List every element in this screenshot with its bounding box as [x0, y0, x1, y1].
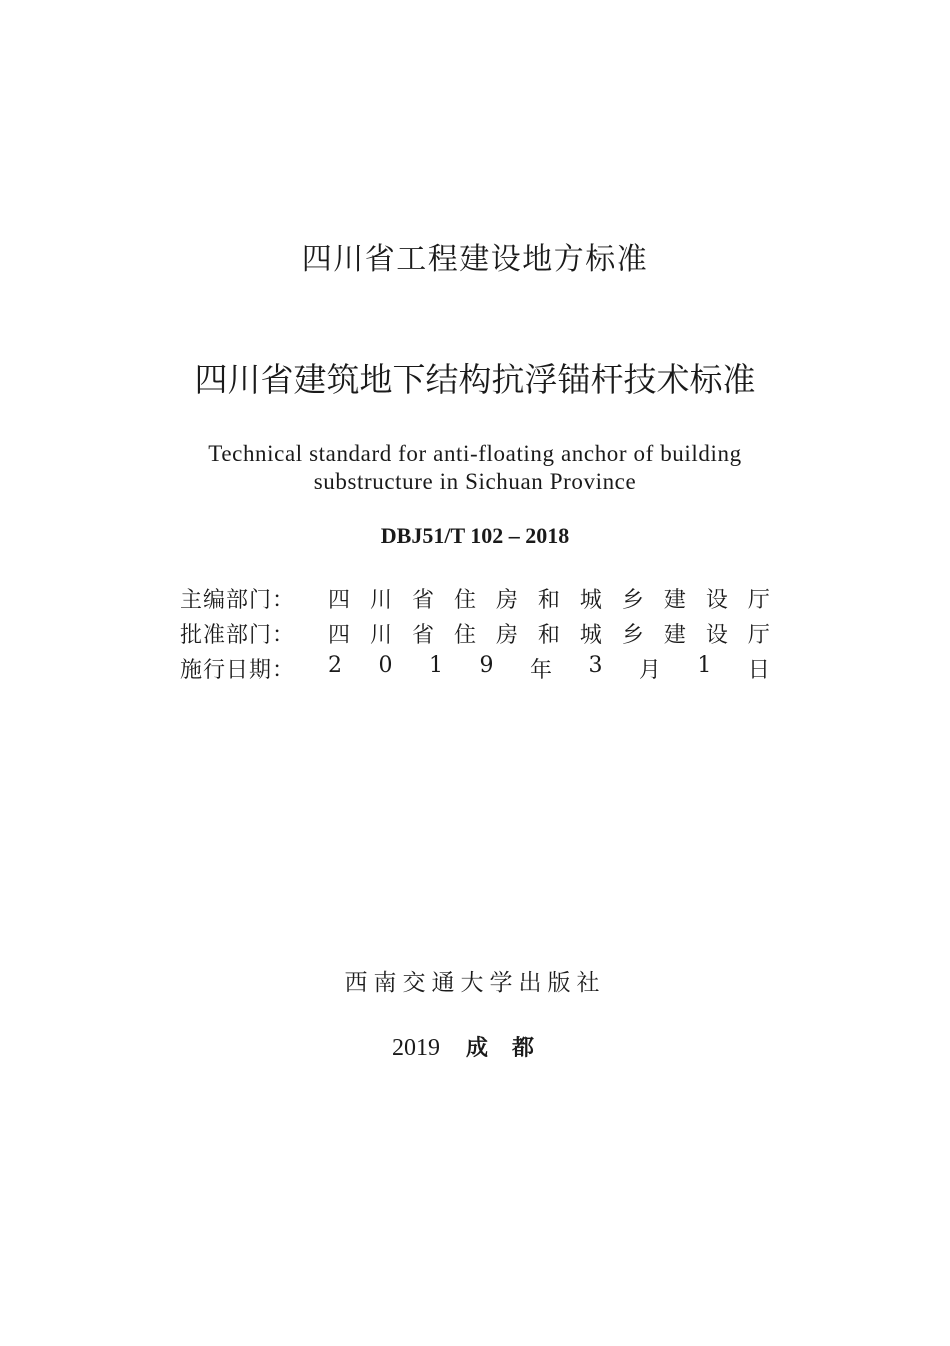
info-char: 年 [529, 657, 552, 683]
info-char: 1 [697, 652, 712, 678]
info-label: 主编部门： [180, 587, 296, 613]
info-char: 川 [369, 622, 392, 648]
info-char: 四 [328, 622, 351, 648]
info-char: 厅 [747, 622, 770, 648]
info-char: 城 [579, 587, 602, 613]
info-row-approver [180, 616, 770, 650]
info-char: 9 [479, 652, 494, 678]
info-char: 省 [411, 622, 434, 648]
info-row-chief-editor [180, 581, 770, 615]
info-char: 和 [537, 622, 560, 648]
info-char: 和 [537, 587, 560, 613]
document-title-cn: 四川省建筑地下结构抗浮锚杆技术标准 [194, 360, 756, 399]
info-value [328, 583, 770, 614]
publisher-name: 西南交通大学出版社 [344, 970, 606, 996]
info-char: 建 [663, 622, 686, 648]
info-char: 日 [747, 657, 770, 683]
info-char: 2 [328, 652, 342, 678]
info-char: 0 [378, 652, 393, 678]
info-char: 建 [663, 587, 686, 613]
document-title-en [0, 440, 950, 496]
info-char: 住 [453, 587, 476, 613]
info-char: 月 [638, 657, 661, 683]
info-char: 设 [705, 587, 728, 613]
publication-place [0, 1030, 950, 1066]
standard-code: DBJ51/T 102 – 2018 [380, 523, 570, 548]
info-char: 3 [588, 652, 603, 678]
info-char: 乡 [621, 622, 644, 648]
info-char: 1 [428, 652, 443, 678]
info-char: 房 [495, 587, 518, 613]
info-value [328, 653, 770, 684]
info-char: 乡 [621, 587, 644, 613]
series-title: 四川省工程建设地方标准 [301, 242, 649, 277]
info-char: 四 [328, 587, 351, 613]
info-char: 设 [705, 622, 728, 648]
publication-year: 2019 [391, 1035, 440, 1061]
info-char: 住 [453, 622, 476, 648]
publication-city: 成都 [465, 1036, 558, 1061]
info-label: 批准部门： [180, 622, 296, 648]
info-char: 厅 [747, 587, 770, 613]
info-char: 省 [411, 587, 434, 613]
info-value [328, 618, 770, 649]
title-en-line-1: Technical standard for anti-floating anchor of building [208, 441, 742, 466]
info-label: 施行日期： [180, 657, 296, 683]
info-row-effective-date [180, 651, 770, 685]
info-char: 城 [579, 622, 602, 648]
info-char: 房 [495, 622, 518, 648]
info-char: 川 [369, 587, 392, 613]
title-en-line-2: substructure in Sichuan Province [313, 469, 637, 494]
